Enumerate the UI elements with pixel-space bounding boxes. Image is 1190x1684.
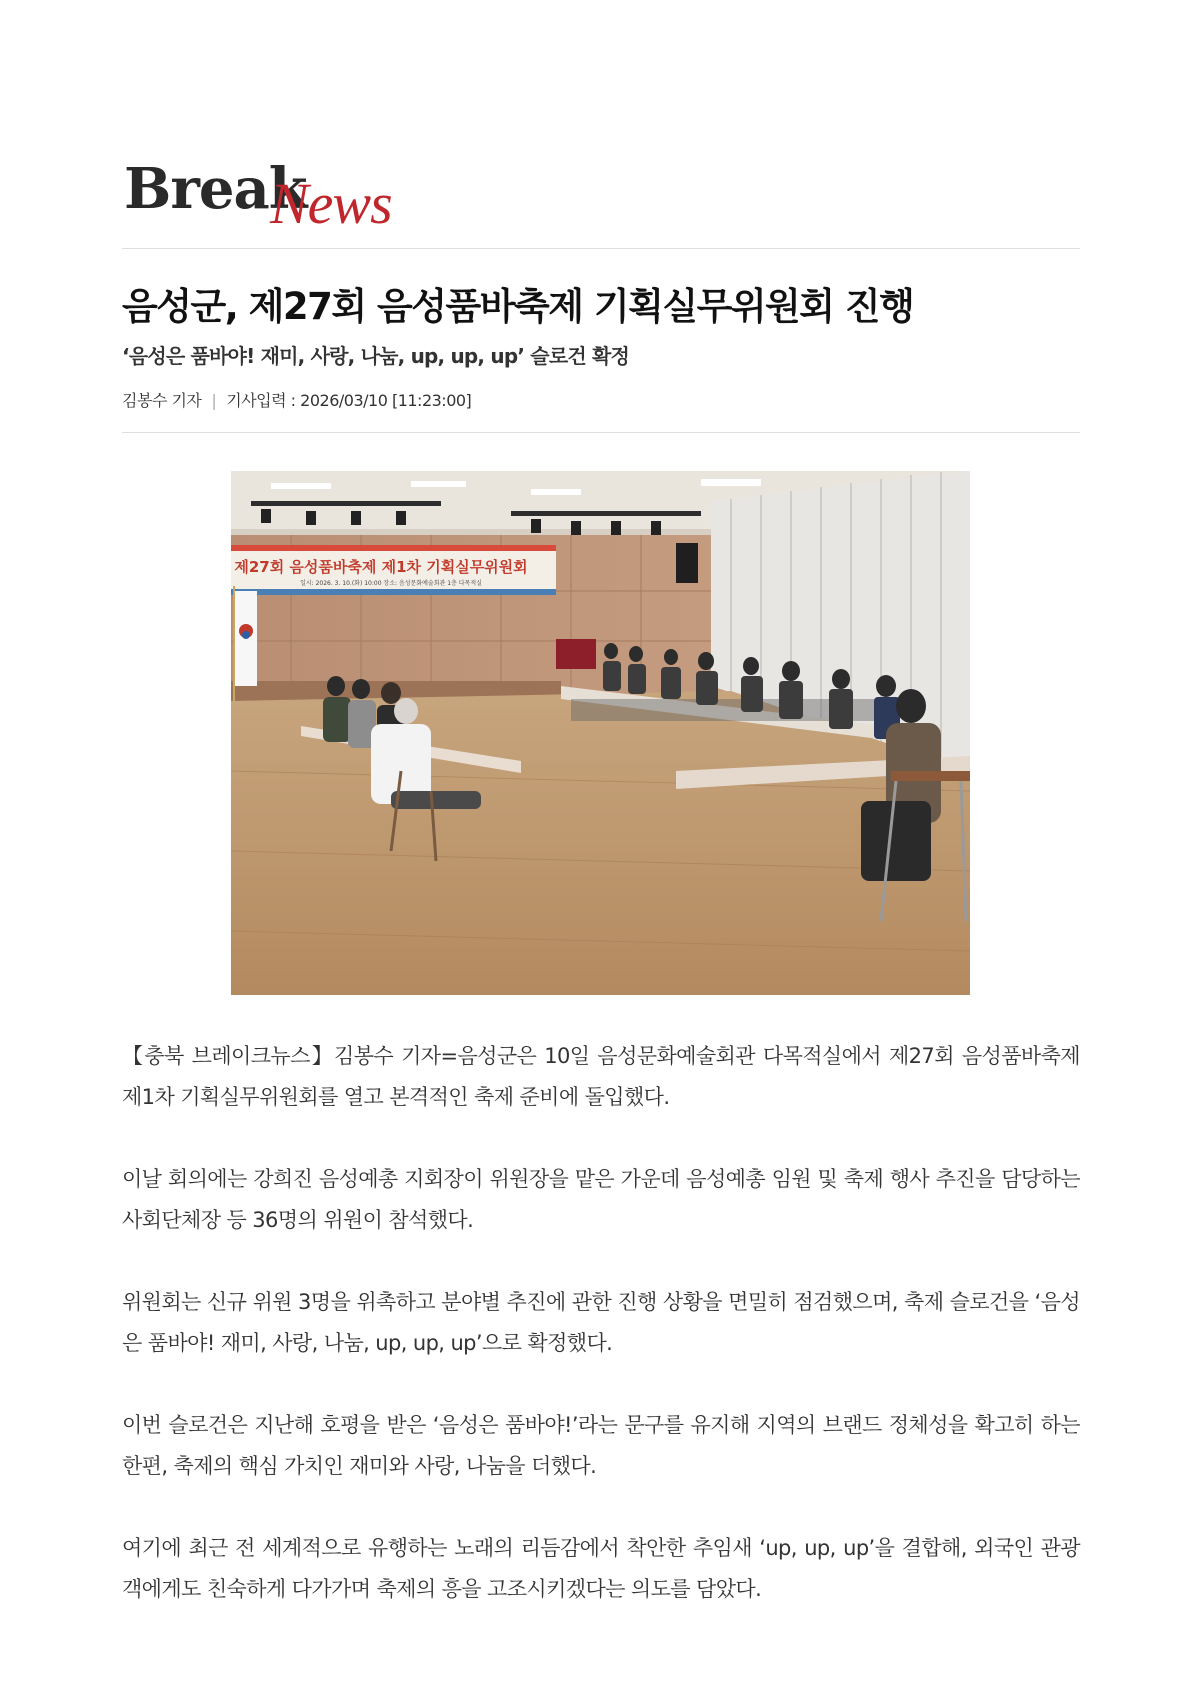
banner-subtitle: 일시: 2026. 3. 10.(화) 10:00 장소: 음성문화예술회관 1층 다목적실 bbox=[300, 580, 482, 587]
article-paragraph: 이날 회의에는 강희진 음성예총 지회장이 위원장을 맡은 가운데 음성예총 임원 및 축제 행사 추진을 담당하는 사회단체장 등 36명의 위원이 참석했다. bbox=[122, 1167, 1080, 1232]
byline bbox=[122, 388, 471, 411]
article-subheadline: ‘음성은 품바야! 재미, 사랑, 나눔, up, up, up’ 슬로건 확정 bbox=[122, 344, 630, 368]
publish-date: 기사입력 : 2026/03/10 [11:23:00] bbox=[226, 391, 472, 410]
byline-divider bbox=[122, 432, 1080, 433]
article-photo[interactable] bbox=[231, 471, 970, 995]
article-paragraph: 【충북 브레이크뉴스】김봉수 기자=음성군은 10일 음성문화예술회관 다목적실에서 제27회 음성품바축제 제1차 기획실무위원회를 열고 본격적인 축제 준비에 돌입했다. bbox=[122, 1044, 1080, 1109]
byline-separator: | bbox=[211, 391, 217, 410]
article-body bbox=[122, 1036, 1080, 1651]
article-headline: 음성군, 제27회 음성품바축제 기획실무위원회 진행 bbox=[122, 285, 914, 328]
site-logo[interactable] bbox=[122, 150, 412, 236]
banner-title: 제27회 음성품바축제 제1차 기획실무위원회 bbox=[234, 558, 528, 576]
article-paragraph: 여기에 최근 전 세계적으로 유행하는 노래의 리듬감에서 착안한 추임새 ‘up, up, up’을 결합해, 외국인 관광객에게도 친숙하게 다가가며 축제의 흥을 고조시키겠다는 의도를 담았다. bbox=[122, 1536, 1080, 1601]
article-paragraph: 이번 슬로건은 지난해 호평을 받은 ‘음성은 품바야!’라는 문구를 유지해 지역의 브랜드 정체성을 확고히 하는 한편, 축제의 핵심 가치인 재미와 사랑, 나눔을 더했다. bbox=[122, 1413, 1080, 1478]
author-name[interactable]: 김봉수 기자 bbox=[122, 391, 202, 410]
logo-news-text: News bbox=[270, 171, 392, 236]
logo-break-text: Break bbox=[124, 156, 307, 222]
article-paragraph: 위원회는 신규 위원 3명을 위촉하고 분야별 추진에 관한 진행 상황을 면밀히 점검했으며, 축제 슬로건을 ‘음성은 품바야! 재미, 사랑, 나눔, up, up, up’으로 확정했다. bbox=[122, 1290, 1080, 1355]
header-divider bbox=[122, 248, 1080, 249]
